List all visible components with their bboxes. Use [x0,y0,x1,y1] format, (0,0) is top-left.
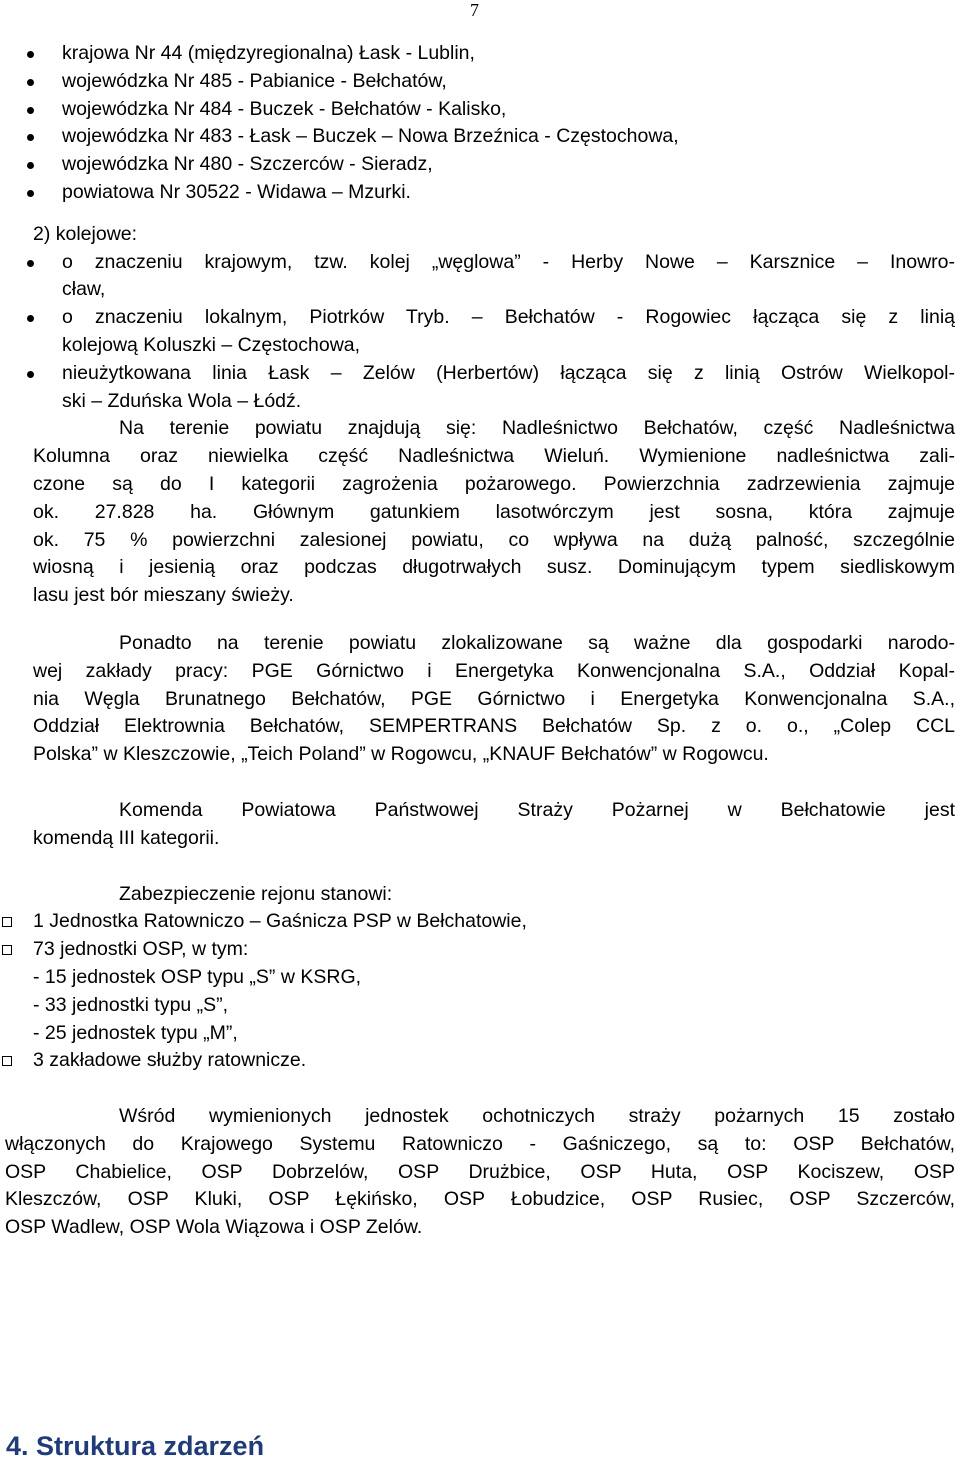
protection-item: 1 Jednostka Ratowniczo – Gaśnicza PSP w Bełchatowie, [33,908,955,936]
road-item: wojewódzka Nr 484 - Buczek - Bełchatów - Kalisko, [33,96,955,124]
page-content [5,40,955,1242]
protection-item: 73 jednostki OSP, w tym: [33,936,955,964]
protection-item: 3 zakładowe służby ratownicze. [33,1047,955,1075]
road-item: krajowa Nr 44 (międzyregionalna) Łask - Lublin, [33,40,955,68]
bullet-icon [27,107,34,114]
bullet-icon [27,260,34,267]
bullet-icon [27,190,34,197]
rail-item: o znaczeniu lokalnym, Piotrków Tryb. – Bełchatów - Rogowiec łącząca się z linią kolejową Koluszki – Częstochowa, [33,304,955,360]
forest-paragraph: Na terenie powiatu znajdują się: Nadleśnictwo Bełchatów, część Nadleśnictwa Kolumna oraz niewielka część Nadleśnictwa Wieluń. Wymienione nadleśnictwa zali- czone są do I kategorii zagrożenia pożarowego. Powierzchnia zadrzewienia zajmuje ok. 27.828 ha. Głównym gatunkiem lasotwórczym jest sosna, która zajmuje ok. 75 % powierzchni zalesionej powiatu, co wpływa na dużą palność, szczególnie wiosną i jesienią oraz podczas długotrwałych susz. Dominującym typem siedliskowym lasu jest bór mieszany świeży. [33,417,955,607]
checkbox-square-icon [2,1056,12,1066]
ksrg-paragraph: Wśród wymienionych jednostek ochotniczych straży pożarnych 15 zostało włączonych do Krajowego Systemu Ratowniczo - Gaśniczego, są to: OSP Bełchatów, OSP Chabielice, OSP Dobrzelów, OSP Drużbice, OSP Huta, OSP Kociszew, OSP Kleszczów, OSP Kluki, OSP Łękińsko, OSP Łobudzice, OSP Rusiec, OSP Szczerców, OSP Wadlew, OSP Wola Wiązowa i OSP Zelów. [5,1105,955,1239]
bullet-icon [27,371,34,378]
rail-heading: 2) kolejowe: [33,222,138,245]
road-item: powiatowa Nr 30522 - Widawa – Mzurki. [33,179,955,207]
road-item: wojewódzka Nr 480 - Szczerców - Sieradz, [33,151,955,179]
protection-subitem: - 25 jednostek typu „M”, [33,1021,238,1044]
section-heading: 4. Struktura zdarzeń [6,1431,265,1461]
bullet-icon [27,315,34,322]
bullet-icon [27,51,34,58]
rail-item: nieużytkowana linia Łask – Zelów (Herbertów) łącząca się z linią Ostrów Wielkopol- ski – Zduńska Wola – Łódź. [33,360,955,416]
industry-paragraph: Ponadto na terenie powiatu zlokalizowane są ważne dla gospodarki narodo- wej zakłady pracy: PGE Górnictwo i Energetyka Konwencjonalna S.A., Oddział Kopal- nia Węgla Brunatnego Bełchatów, PGE Górnictwo i Energetyka Konwencjonalna S.A., Oddział Elektrownia Bełchatów, SEMPERTRANS Bełchatów Sp. z o. o., „Colep CCL Polska” w Kleszczowie, „Teich Poland” w Rogowcu, „KNAUF Bełchatów” w Rogowcu. [33,631,955,766]
road-item: wojewódzka Nr 485 - Pabianice - Bełchatów, [33,68,955,96]
protection-intro: Zabezpieczenie rejonu stanowi: [119,882,393,905]
checkbox-square-icon [2,945,12,955]
protection-list [33,908,955,1075]
rail-list [33,249,955,416]
page-number: 7 [470,0,479,20]
protection-subitem: - 15 jednostek OSP typu „S” w KSRG, [33,965,362,988]
roads-list [33,40,955,207]
bullet-icon [27,162,34,169]
bullet-icon [27,134,34,141]
checkbox-square-icon [2,917,12,927]
protection-subitem: - 33 jednostki typu „S”, [33,993,229,1016]
command-paragraph: Komenda Powiatowa Państwowej Straży Pożarnej w Bełchatowie jest komendą III kategorii. [33,798,955,849]
bullet-icon [27,79,34,86]
road-item: wojewódzka Nr 483 - Łask – Buczek – Nowa Brzeźnica - Częstochowa, [33,123,955,151]
rail-item: o znaczeniu krajowym, tzw. kolej „węglowa” - Herby Nowe – Karsznice – Inowro- cław, [33,249,955,305]
